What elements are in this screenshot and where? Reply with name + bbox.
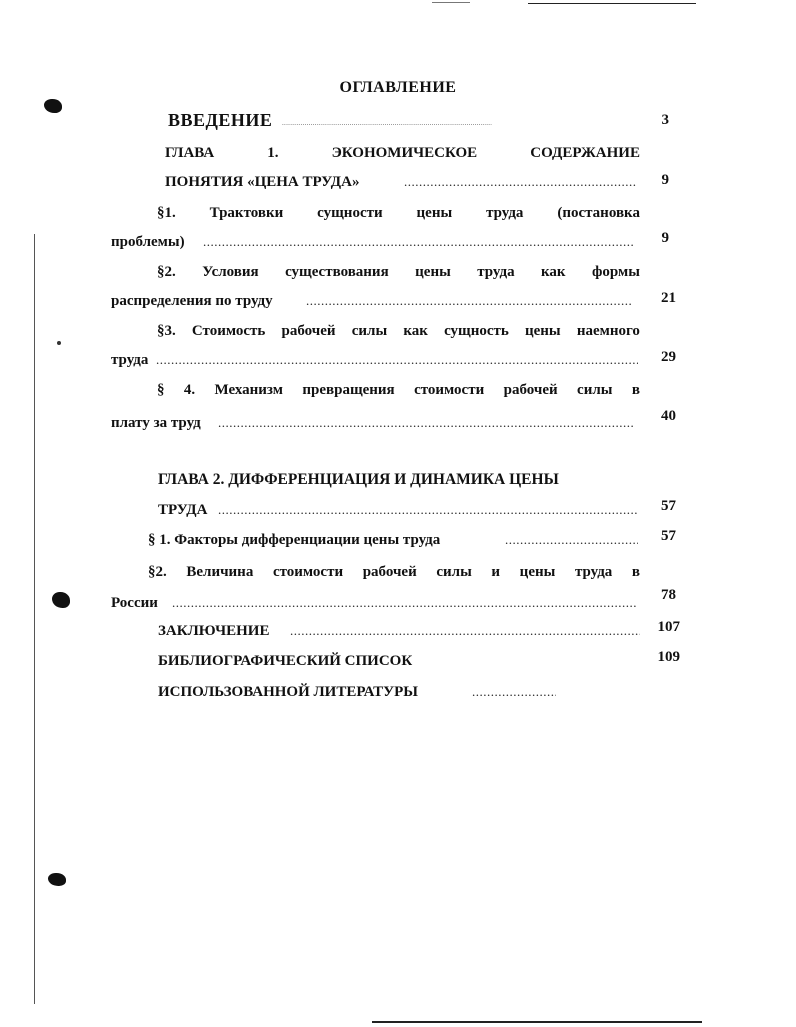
page-number: 29 (661, 349, 676, 365)
leader-dots (282, 113, 492, 133)
chapter-1-title-line2: ПОНЯТИЯ «ЦЕНА ТРУДА» (165, 174, 360, 190)
toc-heading: ОГЛАВЛЕНИЕ (339, 79, 457, 96)
leader-dots (404, 172, 636, 192)
section-1-3-line1: §3. Стоимость рабочей силы как сущность цены наемного (157, 323, 640, 339)
chapter-1-title-line1: ГЛАВА 1. ЭКОНОМИЧЕСКОЕ СОДЕРЖАНИЕ (165, 145, 640, 161)
left-margin-line (34, 234, 35, 1004)
toc-entry-introduction (168, 110, 272, 130)
leader-dots (218, 413, 635, 433)
introduction-label: ВВЕДЕНИЕ (168, 110, 273, 130)
leader-dots (306, 291, 631, 311)
hole-punch-mark (44, 99, 62, 113)
page-number: 78 (661, 587, 676, 603)
page-number: 40 (661, 408, 676, 424)
top-edge-line (528, 3, 696, 4)
top-edge-line-short (432, 2, 470, 3)
dust-speck (57, 341, 61, 345)
page-number: 9 (661, 230, 669, 246)
hole-punch-mark (52, 592, 70, 608)
leader-dots (203, 232, 635, 252)
section-1-4-line2: плату за труд (111, 415, 201, 431)
page-number: 57 (661, 528, 676, 544)
leader-dots (218, 500, 638, 520)
section-1-2-line1: §2. Условия существования цены труда как формы (157, 264, 640, 280)
chapter-2-title-line2: ТРУДА (158, 502, 208, 518)
bibliography-line1: БИБЛИОГРАФИЧЕСКИЙ СПИСОК (158, 653, 413, 669)
section-1-1-line1: §1. Трактовки сущности цены труда (постановка (157, 205, 640, 221)
bottom-edge-line (372, 1021, 702, 1023)
chapter-2-title-line1: ГЛАВА 2. ДИФФЕРЕНЦИАЦИЯ И ДИНАМИКА ЦЕНЫ (158, 471, 559, 488)
page-number: 9 (661, 172, 669, 188)
hole-punch-mark (48, 873, 66, 886)
section-1-2-line2: распределения по труду (111, 293, 273, 309)
bibliography-line2: ИСПОЛЬЗОВАННОЙ ЛИТЕРАТУРЫ (158, 684, 419, 700)
section-2-2-line2: России (111, 595, 158, 611)
leader-dots (156, 350, 638, 370)
section-1-3-line2: труда (111, 352, 149, 368)
page-number: 21 (661, 290, 676, 306)
section-1-4-line1: § 4. Механизм превращения стоимости рабочей силы в (157, 382, 640, 398)
leader-dots (172, 593, 636, 613)
page-number: 3 (661, 112, 669, 128)
leader-dots (472, 682, 556, 702)
section-2-2-line1: §2. Величина стоимости рабочей силы и цены труда в (148, 564, 640, 580)
page-number: 107 (657, 619, 680, 635)
section-2-1-line1: § 1. Факторы дифференциации цены труда (148, 532, 441, 548)
leader-dots (505, 530, 638, 550)
section-1-1-line2: проблемы) (111, 234, 185, 250)
toc-entry-conclusion: ЗАКЛЮЧЕНИЕ (158, 623, 270, 639)
leader-dots (290, 621, 640, 641)
page-number: 57 (661, 498, 676, 514)
page-number: 109 (657, 649, 680, 665)
